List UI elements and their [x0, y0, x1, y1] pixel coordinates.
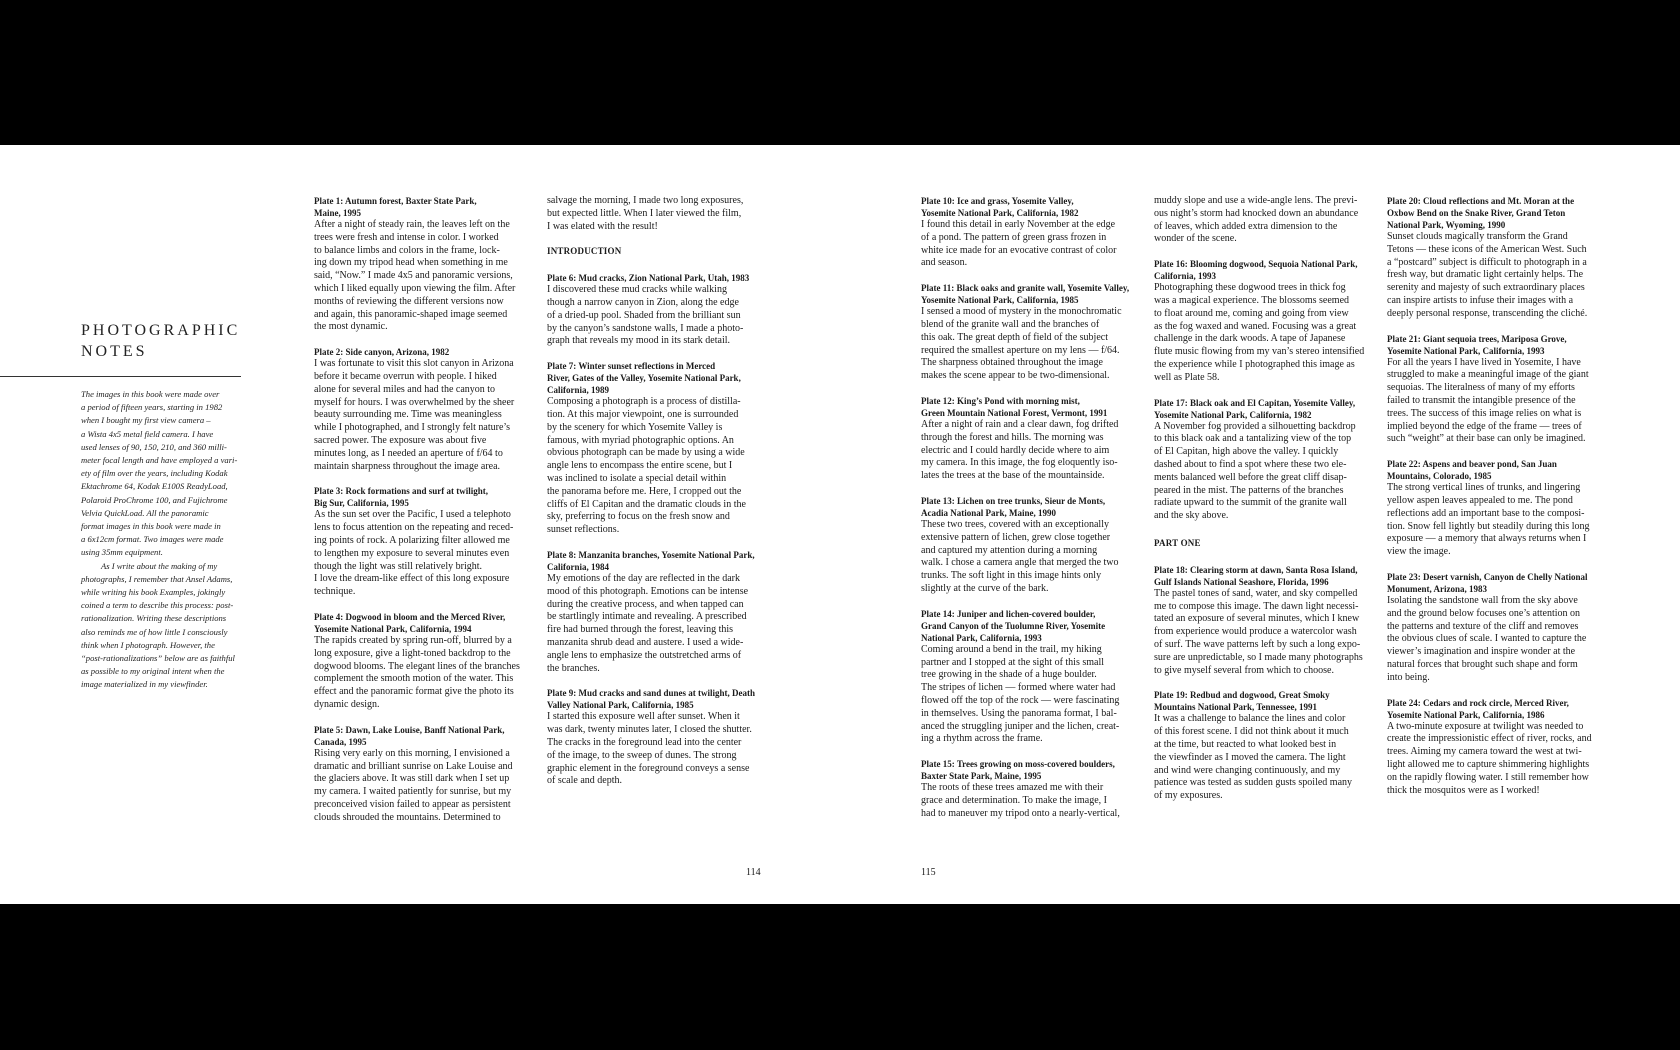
- plate-entry: [314, 724, 530, 825]
- plate-description: As the sun set over the Pacific, I used a telephoto lens to focus attention on the repeating and reced- ing points of rock. A polarizing filter allowed me to lengthen my exposure to several minutes even though the light was still relatively bright. I love the dream-like effect of this long exposure technique.: [314, 509, 514, 598]
- entry-list: [921, 195, 1137, 821]
- plate-description: I started this exposure well after sunset. When it was dark, twenty minutes later, I closed the shutter. The cracks in the foreground lead into the center of the image, to the sweep of dunes. The strong graphic element in the foreground conveys a sense of scale and depth.: [547, 711, 752, 787]
- plate-heading: Plate 15: Trees growing on moss-covered boulders, Baxter State Park, Maine, 1995: [921, 759, 1115, 782]
- plate-entry: [1387, 571, 1603, 685]
- plate-heading: Plate 11: Black oaks and granite wall, Yosemite Valley, Yosemite National Park, California, 1985: [921, 283, 1130, 306]
- plate-entry: [1387, 458, 1603, 559]
- continued-text: [547, 195, 763, 233]
- plate-heading: Plate 23: Desert varnish, Canyon de Chelly National Monument, Arizona, 1983: [1387, 571, 1588, 594]
- plate-entry: [1387, 333, 1603, 447]
- plate-heading: Plate 13: Lichen on tree trunks, Sieur de Monts, Acadia National Park, Maine, 1990: [921, 495, 1106, 518]
- plate-entry: [314, 485, 530, 599]
- plate-heading: Plate 20: Cloud reflections and Mt. Moran at the Oxbow Bend on the Snake River, Grand Teton National Park, Wyoming, 1990: [1387, 196, 1575, 230]
- plate-description: I found this detail in early November at the edge of a pond. The pattern of green grass frozen in white ice made for an evocative contrast of color and season.: [921, 219, 1117, 269]
- plate-description: These two trees, covered with an exceptionally extensive pattern of lichen, grew close together and captured my attention during a morning walk. I chose a camera angle that merged the two trunks. The soft light in this image hints only slightly at the curve of the bark.: [921, 518, 1119, 594]
- plate-heading: Plate 12: King’s Pond with morning mist, Green Mountain National Forest, Vermont, 1991: [921, 395, 1108, 418]
- plate-description: I sensed a mood of mystery in the monochromatic blend of the granite wall and the branches of this oak. The great depth of field of the subject required the smallest aperture on my lens — f/64. The sharpness obtained throughout the image makes the scene appear to be two-dimensional.: [921, 306, 1122, 382]
- plate-entry: [1154, 258, 1370, 384]
- section-heading-introduction: INTRODUCTION: [547, 246, 622, 257]
- plate-heading: Plate 6: Mud cracks, Zion National Park, Utah, 1983: [547, 273, 750, 284]
- right-column-3: [1387, 195, 1603, 809]
- plate-description: A November fog provided a silhouetting backdrop to this black oak and a tantalizing view of the top of El Capitan, high above the valley. I quickly dashed about to find a spot where these two ele- ments balanced well before the great cliff disap- peared in the mist. The patterns of the branches radiate upward to the summit of the granite wall and the sky above.: [1154, 420, 1356, 522]
- entry-list: [547, 272, 763, 788]
- plate-description: Rising very early on this morning, I envisioned a dramatic and brilliant sunrise on Lake Louise and the glaciers above. It was still dark when I set up my camera. I waited patiently for sunrise, but my preconceived vision failed to appear as persistent clouds shrouded the mountains. Determined to: [314, 747, 513, 823]
- plate-description: For all the years I have lived in Yosemite, I have struggled to make a meaningful image of the giant sequoias. The literalness of many of my efforts failed to transmit the intangible presence of the trees. The success of this image relies on what is implied beyond the edge of the frame — trees of such “weight” at their base can only be imagined.: [1387, 356, 1589, 445]
- plate-description: After a night of rain and a clear dawn, fog drifted through the forest and hills. The morning was electric and I could hardly decide where to aim my camera. In this image, the fog eloquently iso- lates the trees at the base of the mountainside.: [921, 418, 1119, 482]
- entry-list: [1387, 195, 1603, 797]
- plate-entry: [1154, 689, 1370, 803]
- plate-description: Sunset clouds magically transform the Grand Tetons — these icons of the American West. Such a “postcard” subject is difficult to photograph in a fresh way, but dramatic light certainly helps. The serenity and majesty of such extraordinary places can inspire artists to infuse their images with a deeply personal response, transcending the cliché.: [1387, 231, 1588, 319]
- page-number-left: 114: [746, 867, 761, 878]
- continued-text: [1154, 195, 1370, 246]
- plate-heading: Plate 19: Redbud and dogwood, Great Smoky Mountains National Park, Tennessee, 1991: [1154, 690, 1330, 713]
- left-column-1: [314, 195, 530, 836]
- intro-paragraph-1: The images in this book were made over a period of fifteen years, starting in 1982 when I bought my first view camera – a Wista 4x5 metal field camera. I have used lenses of 90, 150, 210, and 360 milli- meter focal length and have employed a vari- ety of film over the years, including Kodak Ektachrome 64, Kodak E100S ReadyLoad, Polaroid ProChrome 100, and Fujichrome Velvia QuickLoad. All the panoramic format images in this book were made in a 6x12cm format. Two images were made using 35mm equipment.: [81, 389, 238, 558]
- plate-description: Isolating the sandstone wall from the sky above and the ground below focuses one’s attention on the patterns and texture of the cliff and removes the obvious clues of scale. I wanted to capture the viewer’s imagination and inspire wonder at the natural forces that brought such shape and form into being.: [1387, 594, 1587, 683]
- plate-heading: Plate 17: Black oak and El Capitan, Yosemite Valley, Yosemite National Park, California, 1982: [1154, 397, 1356, 420]
- plate-entry: [547, 549, 763, 675]
- plate-description: The rapids created by spring run-off, blurred by a long exposure, give a light-toned backdrop to the dogwood blooms. The elegant lines of the branches complement the smooth motion of the water. This effect and the panoramic format give the photo its dynamic design.: [314, 634, 520, 710]
- section-title: [81, 320, 240, 362]
- plate-heading: Plate 8: Manzanita branches, Yosemite National Park, California, 1984: [547, 549, 755, 572]
- plate-heading: Plate 16: Blooming dogwood, Sequoia National Park, California, 1993: [1154, 259, 1358, 282]
- plate-heading: Plate 22: Aspens and beaver pond, San Juan Mountains, Colorado, 1985: [1387, 459, 1557, 482]
- plate-heading: Plate 4: Dogwood in bloom and the Merced River, Yosemite National Park, California, 1994: [314, 611, 506, 634]
- plate-entry: [1154, 564, 1370, 678]
- plate-description: The pastel tones of sand, water, and sky compelled me to compose this image. The dawn light necessi- tated an exposure of several minutes, which I knew from experience would produce a watercolor wash of surf. The wave patterns left by such a long expo- sure are unpredictable, so I made many photographs to give myself several from which to choose.: [1154, 587, 1363, 676]
- plate-entry: [1387, 195, 1603, 321]
- plate-heading: Plate 9: Mud cracks and sand dunes at twilight, Death Valley National Park, California, 1985: [547, 688, 756, 711]
- title-rule: [0, 376, 241, 377]
- plate-heading: Plate 2: Side canyon, Arizona, 1982: [314, 347, 450, 358]
- plate-description: Coming around a bend in the trail, my hiking partner and I stopped at the sight of this small tree growing in the shade of a huge boulder. The stripes of lichen — formed where water had flowed off the top of the rock — were fascinating in themselves. Using the panorama format, I bal- anced the struggling juniper and the lichen, creat- ing a rhythm across the frame.: [921, 643, 1120, 745]
- plate-entry: [314, 611, 530, 712]
- title-line-2: NOTES: [81, 343, 148, 360]
- plate-entry: [921, 758, 1137, 820]
- book-spread: [0, 145, 1680, 904]
- continued-body: salvage the morning, I made two long exposures, but expected little. When I later viewed the film, I was elated with the result!: [547, 195, 744, 232]
- plate-entry: [1154, 397, 1370, 523]
- plate-entry: [1387, 697, 1603, 798]
- plate-heading: Plate 7: Winter sunset reflections in Merced River, Gates of the Valley, Yosemite National Park, California, 1989: [547, 361, 741, 396]
- plate-heading: Plate 24: Cedars and rock circle, Merced River, Yosemite National Park, California, 1986: [1387, 697, 1569, 720]
- entry-list: [314, 195, 530, 824]
- plate-description: I was fortunate to visit this slot canyon in Arizona before it became overrun with people. I hiked alone for several miles and had the canyon to myself for hours. I was overwhelmed by the sheer beauty surrounding me. Time was meaningless while I photographed, and I strongly felt nature’s sacred power. The exposure was about five minutes long, as I needed an aperture of f/64 to maintain sharpness throughout the image area.: [314, 358, 515, 472]
- plate-heading: Plate 21: Giant sequoia trees, Mariposa Grove, Yosemite National Park, California, 1993: [1387, 333, 1567, 356]
- right-column-2: [1154, 195, 1370, 815]
- right-column-1: [921, 195, 1137, 833]
- plate-description: A two-minute exposure at twilight was needed to create the impressionistic effect of river, rocks, and trees. Aiming my camera toward the west at twi- light allowed me to capture shimmering highlights on the rapidly flowing water. I still remember how thick the mosquitos were as I worked!: [1387, 720, 1592, 796]
- plate-entry: [921, 195, 1137, 270]
- plate-heading: Plate 14: Juniper and lichen-covered boulder, Grand Canyon of the Tuolumne River, Yosemite National Park, California, 1993: [921, 608, 1106, 643]
- plate-description: It was a challenge to balance the lines and color of this forest scene. I did not think about it much at the time, but reacted to what looked best in the viewfinder as I moved the camera. The light and wind were changing continuously, and my patience was tested as sudden gusts spoiled many of my exposures.: [1154, 713, 1353, 802]
- title-line-1: PHOTOGRAPHIC: [81, 322, 241, 339]
- plate-entry: [547, 360, 763, 537]
- plate-entry: [921, 282, 1137, 383]
- entry-list: [1154, 258, 1370, 523]
- plate-description: After a night of steady rain, the leaves left on the trees were fresh and intense in color. I worked to balance limbs and colors in the frame, lock- ing down my tripod head when something in me said, “Now.” I made 4x5 and panoramic versions, which I liked equally upon viewing the film. After months of reviewing the different versions now and again, this panoramic-shaped image seemed the most dynamic.: [314, 219, 516, 333]
- plate-heading: Plate 5: Dawn, Lake Louise, Banff National Park, Canada, 1995: [314, 724, 505, 747]
- plate-entry: [547, 687, 763, 788]
- plate-entry: [314, 195, 530, 334]
- plate-heading: Plate 1: Autumn forest, Baxter State Park, Maine, 1995: [314, 196, 477, 218]
- intro-text: [81, 388, 243, 692]
- continued-body: muddy slope and use a wide-angle lens. The previ- ous night’s storm had knocked down an abundance of leaves, which added extra dimension to the wonder of the scene.: [1154, 195, 1359, 245]
- plate-description: The roots of these trees amazed me with their grace and determination. To make the image, I had to maneuver my tripod onto a nearly-vertical,: [921, 782, 1120, 819]
- plate-heading: Plate 3: Rock formations and surf at twilight, Big Sur, California, 1995: [314, 486, 488, 509]
- intro-paragraph-2: As I write about the making of my photographs, I remember that Ansel Adams, while writing his book Examples, jokingly coined a term to describe this process: post- rationalization. Writing these descriptions also reminds me of how little I consciously think when I photograph. However, the “post-rationalizations” below are as faithful as possible to my original intent when the image materialized in my viewfinder.: [81, 560, 235, 690]
- plate-heading: Plate 18: Clearing storm at dawn, Santa Rosa Island, Gulf Islands National Seashore, Florida, 1996: [1154, 564, 1358, 587]
- plate-description: Composing a photograph is a process of distilla- tion. At this major viewpoint, one is surrounded by the scenery for which Yosemite Valley is famous, with myriad photographic options. An obvious photograph can be made by using a wide angle lens to encompass the entire scene, but I was inclined to isolate a special detail within the panorama before me. Here, I cropped out the cliffs of El Capitan and the dramatic clouds in the sky, preferring to focus on the fresh snow and sunset reflections.: [547, 396, 746, 536]
- plate-entry: [547, 272, 763, 348]
- left-column-2: [547, 195, 763, 800]
- entry-list: [1154, 564, 1370, 803]
- plate-entry: [921, 395, 1137, 483]
- plate-entry: [921, 495, 1137, 596]
- plate-entry: [921, 608, 1137, 746]
- plate-entry: [314, 346, 530, 473]
- plate-description: I discovered these mud cracks while walking though a narrow canyon in Zion, along the edge of a dried-up pool. Shaded from the brilliant sun by the canyon’s sandstone walls, I made a photo- graph that reveals my mood in its stark detail.: [547, 284, 744, 347]
- plate-description: My emotions of the day are reflected in the dark mood of this photograph. Emotions can be intense during the creative process, and when tapped can be startlingly intimate and revealing. A prescribed fire had burned through the forest, leaving this manzanita shrub dead and austere. I used a wide- angle lens to emphasize the outstretched arms of the branches.: [547, 572, 749, 674]
- plate-description: The strong vertical lines of trunks, and lingering yellow aspen leaves appealed to me. The pond reflections add an important base to the composi- tion. Snow fell lightly but steadily during this long exposure — a memory that always returns when I view the image.: [1387, 482, 1590, 558]
- plate-description: Photographing these dogwood trees in thick fog was a magical experience. The blossoms seemed to float around me, coming and going from view as the fog waxed and waned. Focusing was a great challenge in the dark woods. A tape of Japanese flute music flowing from my van’s stereo intensified the experience while I photographed this image as well as Plate 58.: [1154, 282, 1365, 383]
- page-number-right: 115: [921, 867, 936, 878]
- section-heading-part-one: PART ONE: [1154, 537, 1201, 548]
- plate-heading: Plate 10: Ice and grass, Yosemite Valley, Yosemite National Park, California, 1982: [921, 196, 1079, 218]
